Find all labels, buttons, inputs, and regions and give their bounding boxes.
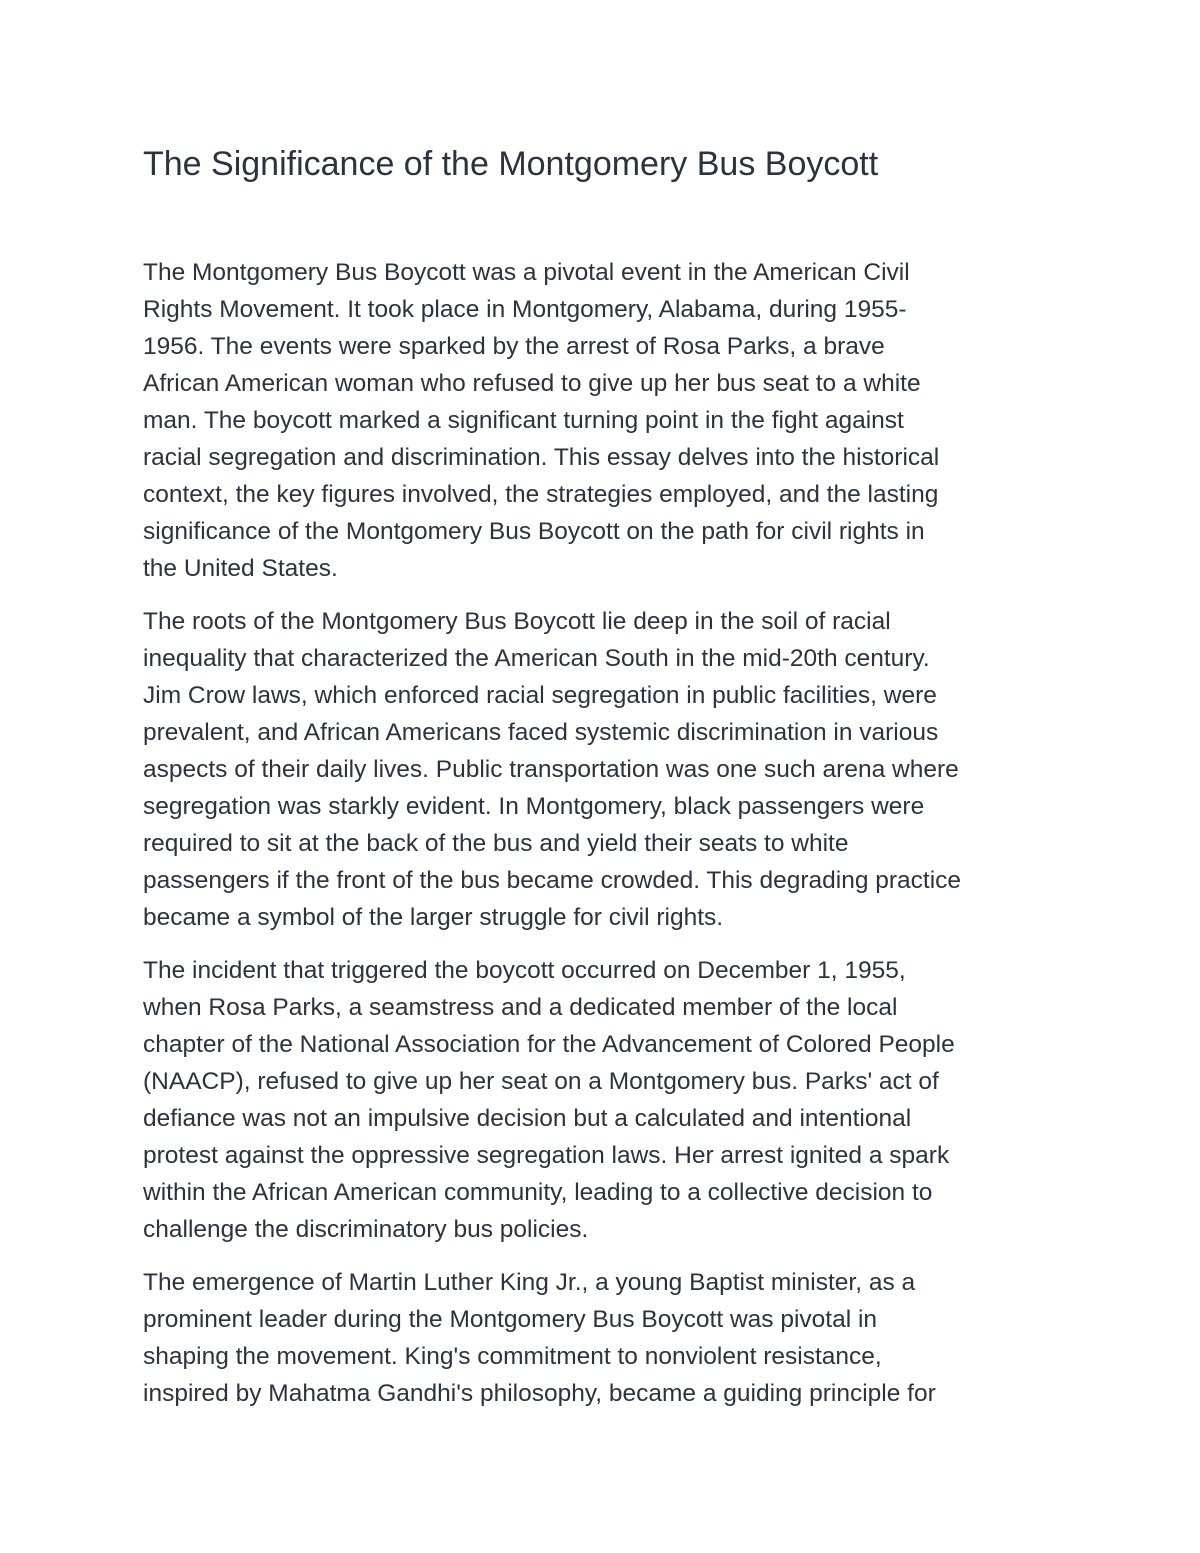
- text-line: required to sit at the back of the bus and yield their seats to white: [143, 830, 849, 857]
- text-line: prevalent, and African Americans faced systemic discrimination in various: [143, 719, 939, 746]
- text-line: became a symbol of the larger struggle for civil rights.: [143, 904, 724, 931]
- text-line: context, the key figures involved, the strategies employed, and the lasting: [143, 481, 939, 508]
- paragraph-3: [143, 952, 1073, 1248]
- text-line: inspired by Mahatma Gandhi's philosophy, became a guiding principle for: [143, 1380, 936, 1407]
- text-line: shaping the movement. King's commitment to nonviolent resistance,: [143, 1343, 882, 1370]
- text-line: challenge the discriminatory bus policies.: [143, 1216, 589, 1243]
- paragraph-4: [143, 1264, 1073, 1412]
- text-line: prominent leader during the Montgomery Bus Boycott was pivotal in: [143, 1306, 878, 1333]
- paragraph-2: [143, 603, 1073, 936]
- text-line: protest against the oppressive segregation laws. Her arrest ignited a spark: [143, 1142, 950, 1169]
- text-line: within the African American community, leading to a collective decision to: [143, 1179, 933, 1206]
- text-line: African American woman who refused to give up her bus seat to a white: [143, 370, 921, 397]
- text-line: The emergence of Martin Luther King Jr., a young Baptist minister, as a: [143, 1269, 916, 1296]
- document-title: The Significance of the Montgomery Bus Boycott: [143, 145, 879, 183]
- text-line: aspects of their daily lives. Public transportation was one such arena where: [143, 756, 959, 783]
- document-body: [143, 254, 1073, 1428]
- text-line: when Rosa Parks, a seamstress and a dedicated member of the local: [143, 994, 898, 1021]
- text-line: defiance was not an impulsive decision but a calculated and intentional: [143, 1105, 912, 1132]
- text-line: (NAACP), refused to give up her seat on a Montgomery bus. Parks' act of: [143, 1068, 939, 1095]
- text-line: man. The boycott marked a significant turning point in the fight against: [143, 407, 904, 434]
- text-line: chapter of the National Association for the Advancement of Colored People: [143, 1031, 955, 1058]
- text-line: Rights Movement. It took place in Montgomery, Alabama, during 1955-: [143, 296, 907, 323]
- text-line: passengers if the front of the bus became crowded. This degrading practice: [143, 867, 962, 894]
- text-line: racial segregation and discrimination. This essay delves into the historical: [143, 444, 940, 471]
- text-line: Jim Crow laws, which enforced racial segregation in public facilities, were: [143, 682, 937, 709]
- text-line: The roots of the Montgomery Bus Boycott lie deep in the soil of racial: [143, 608, 891, 635]
- paragraph-1: [143, 254, 1073, 587]
- text-line: 1956. The events were sparked by the arrest of Rosa Parks, a brave: [143, 333, 885, 360]
- text-line: The Montgomery Bus Boycott was a pivotal event in the American Civil: [143, 259, 910, 286]
- text-line: segregation was starkly evident. In Montgomery, black passengers were: [143, 793, 925, 820]
- text-line: The incident that triggered the boycott occurred on December 1, 1955,: [143, 957, 906, 984]
- text-line: inequality that characterized the American South in the mid-20th century.: [143, 645, 930, 672]
- text-line: significance of the Montgomery Bus Boycott on the path for civil rights in: [143, 518, 925, 545]
- text-line: the United States.: [143, 555, 338, 582]
